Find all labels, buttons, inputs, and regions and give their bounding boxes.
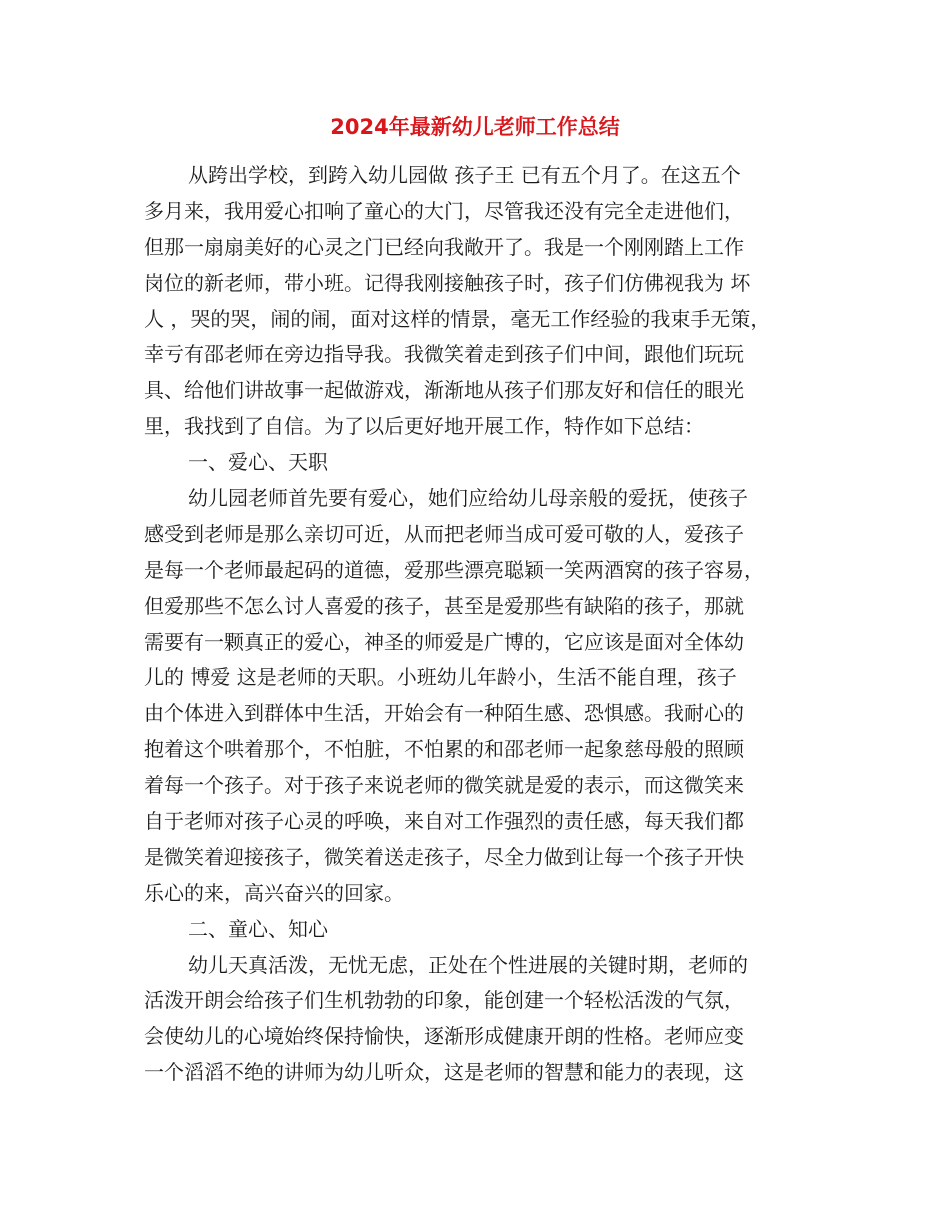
- paragraph-line: 幼儿园老师首先要有爱心，她们应给幼儿母亲般的爱抚，使孩子: [188, 486, 748, 511]
- paragraph-line: 儿的 博爱 这是老师的天职。小班幼儿年龄小，生活不能自理，孩子: [144, 665, 737, 690]
- paragraph-line: 多月来，我用爱心扣响了童心的大门，尽管我还没有完全走进他们，: [144, 198, 744, 223]
- paragraph-line: 抱着这个哄着那个，不怕脏，不怕累的和邵老师一起象慈母般的照顾: [144, 737, 744, 762]
- paragraph-line: 乐心的来，高兴奋兴的回家。: [144, 880, 404, 905]
- paragraph-line: 需要有一颗真正的爱心，神圣的师爱是广博的，它应该是面对全体幼: [144, 629, 744, 654]
- document-body: [144, 158, 804, 1091]
- paragraph-line: 但爱那些不怎么讨人喜爱的孩子，甚至是爱那些有缺陷的孩子，那就: [144, 593, 744, 618]
- paragraph-line: 由个体进入到群体中生活，开始会有一种陌生感、恐惧感。我耐心的: [144, 701, 744, 726]
- paragraph-line: 一个滔滔不绝的讲师为幼儿听众，这是老师的智慧和能力的表现，这: [144, 1060, 744, 1085]
- paragraph-line: 感受到老师是那么亲切可近，从而把老师当成可爱可敬的人，爱孩子: [144, 521, 744, 546]
- paragraph-line: 岗位的新老师，带小班。记得我刚接触孩子时，孩子们仿佛视我为 坏: [144, 270, 751, 295]
- paragraph-line: 具、给他们讲故事一起做游戏，渐渐地从孩子们那友好和信任的眼光: [144, 378, 744, 403]
- paragraph-line: 但那一扇扇美好的心灵之门已经向我敞开了。我是一个刚刚踏上工作: [144, 234, 744, 259]
- paragraph-line: 幸亏有邵老师在旁边指导我。我微笑着走到孩子们中间，跟他们玩玩: [144, 342, 744, 367]
- paragraph-line: 会使幼儿的心境始终保持愉快，逐渐形成健康开朗的性格。老师应变: [144, 1024, 744, 1049]
- paragraph-line: 是每一个老师最起码的道德，爱那些漂亮聪颖一笑两酒窝的孩子容易，: [144, 557, 764, 582]
- paragraph-line: 活泼开朗会给孩子们生机勃勃的印象，能创建一个轻松活泼的气氛，: [144, 988, 744, 1013]
- section-heading: 一、爱心、天职: [188, 450, 328, 475]
- paragraph-line: 从跨出学校，到跨入幼儿园做 孩子王 已有五个月了。在这五个: [188, 163, 741, 187]
- paragraph-line: 里，我找到了自信。为了以后更好地开展工作，特作如下总结：: [144, 414, 704, 439]
- paragraph-line: 是微笑着迎接孩子，微笑着送走孩子，尽全力做到让每一个孩子开快: [144, 844, 744, 869]
- paragraph-line: 幼儿天真活泼，无忧无虑，正处在个性进展的关键时期，老师的: [188, 952, 748, 977]
- section-heading: 二、童心、知心: [188, 916, 328, 941]
- paragraph-line: 着每一个孩子。对于孩子来说老师的微笑就是爱的表示，而这微笑来: [144, 773, 744, 798]
- document-title: 2024年最新幼儿老师工作总结: [330, 115, 620, 139]
- paragraph-line: 人 ，哭的哭，闹的闹，面对这样的情景，毫无工作经验的我束手无策，: [144, 306, 771, 331]
- paragraph-line: 自于老师对孩子心灵的呼唤，来自对工作强烈的责任感，每天我们都: [144, 809, 744, 834]
